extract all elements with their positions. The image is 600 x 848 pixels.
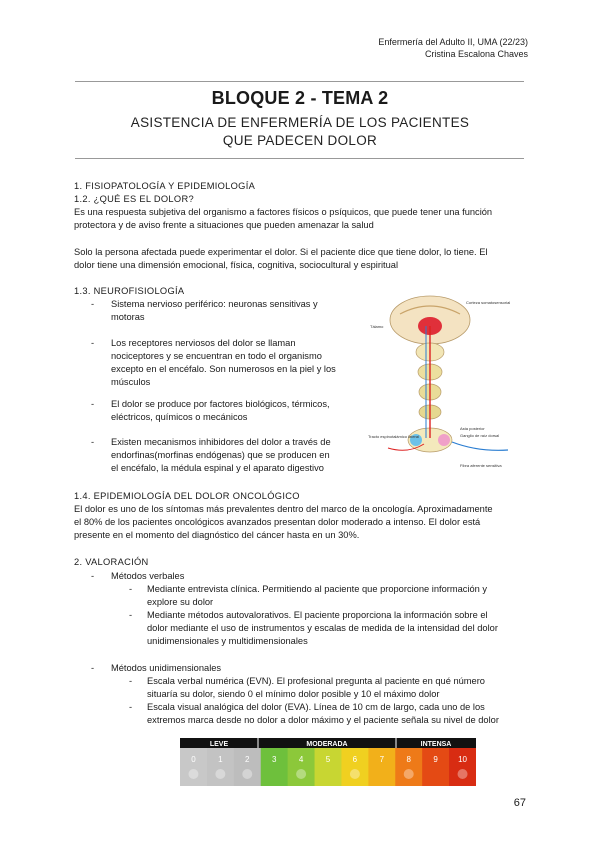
paragraph-line-1: Solo la persona afectada puede experimentar el dolor. Si el paciente dice que tiene dolor, lo tiene. El <box>74 247 488 257</box>
scale-number-1: 1 <box>218 755 223 764</box>
oncology-line-3: presente en el momento del diagnóstico del cáncer hasta en un 30%. <box>74 530 360 540</box>
face-icon <box>458 769 468 779</box>
label-fibra: Fibra aferente sensitiva <box>460 463 502 468</box>
scale-number-4: 4 <box>298 755 304 764</box>
scale-number-10: 10 <box>458 755 467 764</box>
eva-line-2: extremos marca desde no dolor a dolor máximo y el paciente señala su nivel de dolor <box>147 715 499 725</box>
bullet-dash: - <box>129 584 133 594</box>
page-number: 67 <box>513 797 526 809</box>
subtitle-line-1: ASISTENCIA DE ENFERMERÍA DE LOS PACIENTES <box>130 115 470 130</box>
bullet-dash: - <box>91 299 95 309</box>
scale-cell-5 <box>315 748 342 786</box>
method-unidimensional: Métodos unidimensionales <box>111 663 222 673</box>
face-icon <box>242 769 252 779</box>
face-icon <box>350 769 360 779</box>
verbal-b-line-3: unidimensionales y multidimensionales <box>147 636 308 646</box>
bullet-dash: - <box>129 610 133 620</box>
scale-number-2: 2 <box>245 755 250 764</box>
subtitle-line-2: QUE PADECEN DOLOR <box>222 133 378 148</box>
scale-number-7: 7 <box>379 755 385 764</box>
scale-cell-6 <box>341 748 368 786</box>
scale-cell-8 <box>395 748 422 786</box>
bullet-dash: - <box>91 338 95 348</box>
scale-cell-1 <box>207 748 234 786</box>
page-title: BLOQUE 2 - TEMA 2 <box>211 88 389 108</box>
bullet-3-line-2: eléctricos, químicos o mecánicos <box>111 412 248 422</box>
verbal-b-line-1: Mediante métodos autovalorativos. El paciente proporciona la información sobre el <box>147 610 488 620</box>
bullet-dash: - <box>91 399 95 409</box>
scale-cell-9 <box>422 748 449 786</box>
bullet-dash: - <box>91 663 95 673</box>
bullet-4-line-1: Existen mecanismos inhibidores del dolor a través de <box>111 437 331 447</box>
bullet-2-line-2: nociceptores y se encuentran en todo el organismo <box>111 351 322 361</box>
top-divider <box>75 81 524 82</box>
bullet-2-line-4: músculos <box>111 377 151 387</box>
face-icon <box>215 769 225 779</box>
section-1-heading: 1. FISIOPATOLOGÍA Y EPIDEMIOLOGÍA <box>74 181 256 191</box>
oncology-line-1: El dolor es uno de los síntomas más prevalentes dentro del marco de la oncología. Aproximadamente <box>74 504 493 514</box>
paragraph-line-2: dolor tiene una dimensión emocional, física, cognitiva, sociocultural y espiritual <box>74 260 399 270</box>
bullet-4-line-2: endorfinas(morfinas endógenas) que se producen en <box>111 450 330 460</box>
verbal-b-line-2: dolor mediante el uso de instrumentos y escalas de medida de la intensidad del dolor <box>147 623 498 633</box>
bullet-dash: - <box>91 571 95 581</box>
label-asta: Asta posterior <box>460 426 485 431</box>
scale-number-5: 5 <box>325 755 331 764</box>
label-intensa: INTENSA <box>420 741 452 748</box>
face-icon <box>188 769 198 779</box>
verbal-a-line-2: explore su dolor <box>147 597 214 607</box>
face-icon <box>296 769 306 779</box>
bullet-1-line-2: motoras <box>111 312 145 322</box>
bullet-2-line-3: excepto en el encéfalo. Son numerosos en la piel y los <box>111 364 336 374</box>
scale-cell-7 <box>368 748 395 786</box>
label-corteza: Corteza somatosensorial <box>466 300 511 305</box>
method-verbal: Métodos verbales <box>111 571 185 581</box>
course-label: Enfermería del Adulto II, UMA (22/23) <box>378 37 528 47</box>
pain-scale-graphic <box>180 738 476 786</box>
label-tracto: Tracto espinotalámico lateral <box>368 434 419 439</box>
scale-cell-3 <box>261 748 288 786</box>
label-ganglio: Ganglio de raíz dorsal <box>460 433 500 438</box>
author-label: Cristina Escalona Chaves <box>424 49 528 59</box>
label-moderada: MODERADA <box>306 741 348 748</box>
label-leve: LEVE <box>209 741 229 748</box>
definition-line-2: protectora y de aviso frente a situaciones que pueden amenazar la salud <box>74 220 374 230</box>
scale-number-0: 0 <box>191 755 196 764</box>
section-1-2-heading: 1.2. ¿QUÉ ES EL DOLOR? <box>74 194 194 204</box>
evn-line-2: situaría su dolor, siendo 0 el mínimo dolor posible y 10 el máximo dolor <box>147 689 440 699</box>
section-1-3-heading: 1.3. NEUROFISIOLOGÍA <box>74 286 185 296</box>
face-icon <box>404 769 414 779</box>
bullet-dash: - <box>91 437 95 447</box>
bullet-dash: - <box>129 702 133 712</box>
pain-pathway-illustration <box>368 292 518 470</box>
bullet-dash: - <box>129 676 133 686</box>
evn-line-1: Escala verbal numérica (EVN). El profesional pregunta al paciente en qué número <box>147 676 485 686</box>
bullet-3-line-1: El dolor se produce por factores biológicos, térmicos, <box>111 399 330 409</box>
bottom-divider <box>75 158 524 159</box>
bullet-1-line-1: Sistema nervioso periférico: neuronas sensitivas y <box>111 299 318 309</box>
scale-cell-2 <box>234 748 261 786</box>
oncology-line-2: el 80% de los pacientes oncológicos avanzados presentan dolor moderado a intenso. El dolor está <box>74 517 481 527</box>
bullet-4-line-3: el encéfalo, la médula espinal y el aparato digestivo <box>111 463 324 473</box>
scale-cell-4 <box>288 748 315 786</box>
scale-cell-0 <box>180 748 207 786</box>
section-1-4-heading: 1.4. EPIDEMIOLOGÍA DEL DOLOR ONCOLÓGICO <box>74 491 300 501</box>
definition-line-1: Es una respuesta subjetiva del organismo a factores físicos o psíquicos, que puede tener una función <box>74 207 493 217</box>
bullet-2-line-1: Los receptores nerviosos del dolor se llaman <box>111 338 296 348</box>
scale-number-3: 3 <box>271 755 277 764</box>
scale-number-9: 9 <box>433 755 438 764</box>
scale-number-6: 6 <box>352 755 358 764</box>
eva-line-1: Escala visual analógica del dolor (EVA). Línea de 10 cm de largo, cada uno de los <box>147 702 485 712</box>
section-2-heading: 2. VALORACIÓN <box>74 557 149 567</box>
scale-cell-10 <box>449 748 476 786</box>
verbal-a-line-1: Mediante entrevista clínica. Permitiendo al paciente que proporcione información y <box>147 584 488 594</box>
label-talamo: Tálamo <box>370 324 384 329</box>
scale-number-8: 8 <box>406 755 411 764</box>
running-header <box>378 36 528 60</box>
